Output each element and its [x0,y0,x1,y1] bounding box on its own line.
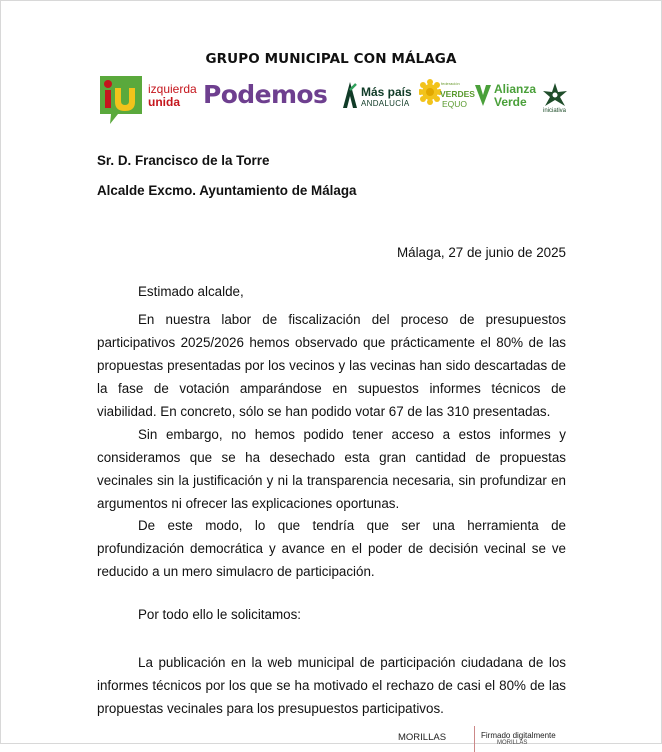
recipient-title: Alcalde Excmo. Ayuntamiento de Málaga [97,183,357,198]
maspais-line2: ANDALUCÍA [361,99,410,108]
request-intro: Por todo ello le solicitamos: [138,607,301,622]
maspais-logo [341,80,412,115]
iu-logo-icon [96,72,146,120]
iu-line2: unida [148,95,180,109]
alianza-line1: Alianza [494,82,537,96]
iniciativa-logo [542,82,568,113]
iniciativa-star-icon [542,82,568,108]
verdes-equo-logo [419,79,475,112]
paragraph-3: De este modo, lo que tendría que ser una herramienta de profundización democrática y avance en el poder de decisión vecinal se ve reducido a un mero simulacro de participación. [97,518,566,579]
alianza-line2: Verde [494,95,527,109]
maspais-line1: Más país [361,85,412,99]
iu-line1: izquierda [148,82,197,96]
verdes-small: federación [441,81,460,86]
verdes-line1: VERDES [440,89,475,99]
iniciativa-text: iniciativa [543,108,567,114]
paragraph-1: En nuestra labor de fiscalización del proceso de presupuestos participativos 2025/2026 hemos observado que prácticamente el 80% de las propuestas presentadas por los vecinos y las vecinas han sido descartadas de la fase de votación amparándose en supuestos informes técnicos de viabilidad. En concreto, sólo se han podido votar 67 de las 310 presentadas. [97,312,566,419]
paragraph-2: Sin embargo, no hemos podido tener acceso a estos informes y consideramos que se ha desechado esta gran cantidad de propuestas vecinales sin la justificación y ni la transparencia necesaria, sin profundizar en argumentos ni ofrecer las explicaciones oportunas. [97,427,566,511]
iu-logo-text [148,83,197,109]
paragraph-request: La publicación en la web municipal de participación ciudadana de los informes técnicos por los que se ha motivado el rechazo de casi el 80% de las propuestas vecinales para los presupuestos participativos. [97,655,566,716]
maspais-icon [341,80,359,110]
signature-stamp-line2: MORILLAS [497,740,528,746]
greeting: Estimado alcalde, [138,284,244,299]
letter-date: Málaga, 27 de junio de 2025 [396,245,566,260]
alianza-icon [474,82,492,108]
letterhead-title: GRUPO MUNICIPAL CON MÁLAGA [205,51,457,67]
recipient-name: Sr. D. Francisco de la Torre [97,153,270,168]
sunflower-icon [419,79,441,107]
verdes-line2: EQUO [442,99,468,109]
alianza-verde-logo [474,82,537,113]
podemos-logo: Podemos [203,80,328,109]
signature-stamp-line1: Firmado digitalmente [481,731,556,740]
signature-name: MORILLAS [398,732,447,743]
